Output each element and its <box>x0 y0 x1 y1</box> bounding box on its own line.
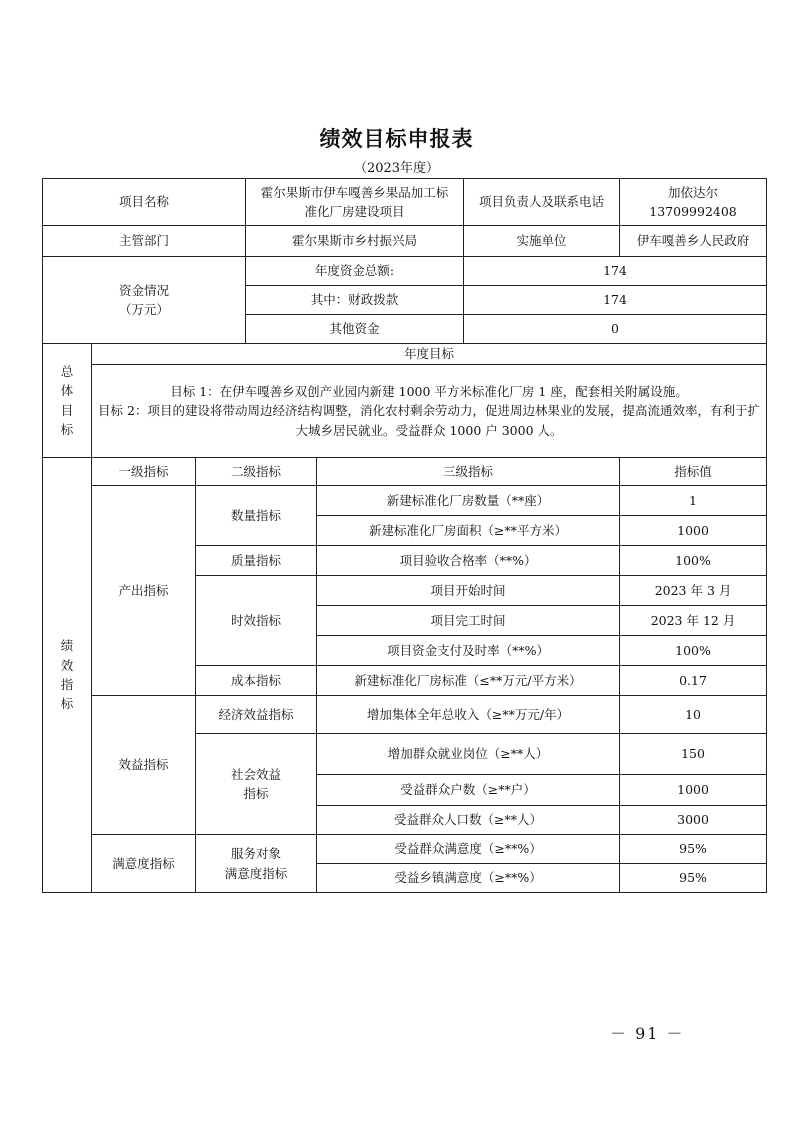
goal-2: 目标 2：项目的建设将带动周边经济结构调整，消化农村剩余劳动力，促进周边林果业的发展，提高流通效率，有利于扩大城乡居民就业。受益群众 1000 户 3000 人。 <box>98 403 760 438</box>
service-satisfaction-label <box>196 835 317 893</box>
goal-1: 目标 1：在伊车嘎善乡双创产业园内新建 1000 平方米标准化厂房 1 座，配套相关附属设施。 <box>170 383 688 399</box>
impl-unit-value: 伊车嘎善乡人民政府 <box>620 226 767 257</box>
output-indicator-label: 产出指标 <box>92 486 196 696</box>
indicator-value: 95% <box>620 835 767 864</box>
side-char: 标 <box>60 421 74 437</box>
dept-row <box>43 226 767 257</box>
cost-indicator-label: 成本指标 <box>196 666 317 696</box>
satisfaction-indicator-label: 满意度指标 <box>92 835 196 893</box>
indicator-value: 3000 <box>620 806 767 835</box>
side-char: 绩 <box>60 638 74 654</box>
indicator-name: 受益群众人口数（≥**人） <box>317 806 620 835</box>
header-level2: 二级指标 <box>196 458 317 486</box>
page-subtitle: （2023年度） <box>353 161 440 176</box>
performance-side-label <box>43 458 92 893</box>
quantity-indicator-label: 数量指标 <box>196 486 317 546</box>
indicator-name: 项目资金支付及时率（**%） <box>317 636 620 666</box>
annual-goals-text <box>92 365 767 458</box>
side-char: 标 <box>60 696 74 712</box>
perf-header-row <box>43 458 767 486</box>
funds-other-label: 其他资金 <box>246 315 464 344</box>
indicator-name: 项目开始时间 <box>317 576 620 606</box>
indicator-name: 受益乡镇满意度（≥**%） <box>317 864 620 893</box>
project-row <box>43 179 767 226</box>
overall-header-row <box>43 344 767 365</box>
indicator-name: 增加集体全年总收入（≥**万元/年） <box>317 696 620 734</box>
funds-label <box>43 257 246 344</box>
table-row <box>43 696 767 734</box>
indicator-name: 项目验收合格率（**%） <box>317 546 620 576</box>
impl-unit-label: 实施单位 <box>464 226 620 257</box>
indicator-value: 0.17 <box>620 666 767 696</box>
funds-other-value: 0 <box>464 315 767 344</box>
indicator-name: 增加群众就业岗位（≥**人） <box>317 734 620 775</box>
quality-indicator-label: 质量指标 <box>196 546 317 576</box>
side-char: 目 <box>60 402 74 418</box>
page-number: － 91 － <box>610 1024 685 1043</box>
social-label-line1: 社会效益 <box>231 766 282 782</box>
page-title: 绩效目标申报表 <box>319 127 474 151</box>
service-label-line2: 满意度指标 <box>224 865 288 881</box>
annual-goal-header: 年度目标 <box>92 344 767 365</box>
header-level3: 三级指标 <box>317 458 620 486</box>
project-contact-value: 加依达尔 13709992408 <box>620 179 767 226</box>
social-indicator-label <box>196 734 317 835</box>
indicator-name: 新建标准化厂房数量（**座） <box>317 486 620 516</box>
side-char: 指 <box>60 677 74 692</box>
benefit-indicator-label: 效益指标 <box>92 696 196 835</box>
project-name-line2: 准化厂房建设项目 <box>304 204 405 219</box>
funds-label-line1: 资金情况 <box>119 282 170 298</box>
header-value: 指标值 <box>620 458 767 486</box>
side-char: 总 <box>60 363 74 379</box>
funds-fiscal-label: 其中：财政拨款 <box>246 286 464 315</box>
funds-fiscal-value: 174 <box>464 286 767 315</box>
service-label-line1: 服务对象 <box>231 846 282 862</box>
table-row <box>43 835 767 864</box>
funds-total-row <box>43 257 767 286</box>
indicator-value: 150 <box>620 734 767 775</box>
indicator-name: 新建标准化厂房标准（≤**万元/平方米） <box>317 666 620 696</box>
project-name-label: 项目名称 <box>43 179 246 226</box>
funds-total-value: 174 <box>464 257 767 286</box>
indicator-value: 10 <box>620 696 767 734</box>
header-level1: 一级指标 <box>92 458 196 486</box>
timeliness-indicator-label: 时效指标 <box>196 576 317 666</box>
indicator-name: 受益群众户数（≥**户） <box>317 775 620 806</box>
indicator-value: 2023 年 12 月 <box>620 606 767 636</box>
dept-label: 主管部门 <box>43 226 246 257</box>
indicator-value: 95% <box>620 864 767 893</box>
project-name-value <box>246 179 464 226</box>
side-char: 效 <box>60 657 74 673</box>
indicator-value: 1000 <box>620 775 767 806</box>
indicator-name: 项目完工时间 <box>317 606 620 636</box>
funds-label-line2: （万元） <box>119 302 170 317</box>
side-char: 体 <box>60 383 74 399</box>
funds-total-label: 年度资金总额: <box>246 257 464 286</box>
indicator-value: 100% <box>620 546 767 576</box>
overall-goal-side-label <box>43 344 92 458</box>
project-name-line1: 霍尔果斯市伊车嘎善乡果品加工标 <box>260 184 449 200</box>
social-label-line2: 指标 <box>243 786 269 801</box>
indicator-value: 100% <box>620 636 767 666</box>
indicator-value: 2023 年 3 月 <box>620 576 767 606</box>
economic-indicator-label: 经济效益指标 <box>196 696 317 734</box>
project-contact-label: 项目负责人及联系电话 <box>464 179 620 226</box>
indicator-value: 1 <box>620 486 767 516</box>
indicator-name: 受益群众满意度（≥**%） <box>317 835 620 864</box>
table-row <box>43 486 767 516</box>
indicator-value: 1000 <box>620 516 767 546</box>
indicator-name: 新建标准化厂房面积（≥**平方米） <box>317 516 620 546</box>
performance-target-table <box>42 178 767 893</box>
dept-value: 霍尔果斯市乡村振兴局 <box>246 226 464 257</box>
overall-goals-row <box>43 365 767 458</box>
